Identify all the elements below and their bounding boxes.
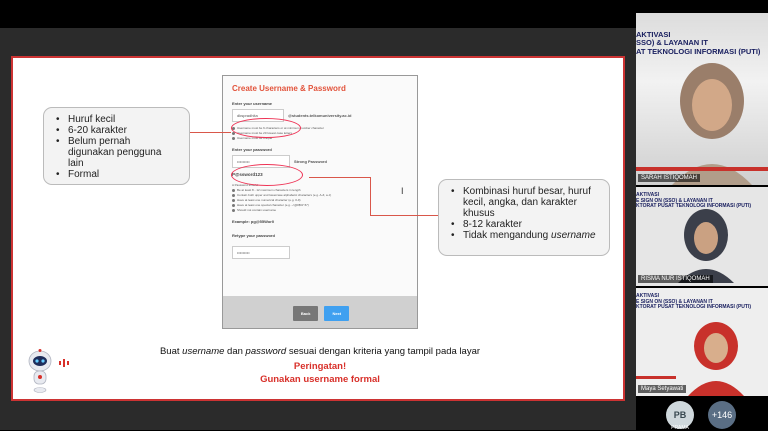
participant-video-person	[688, 316, 744, 396]
callout-item: • Huruf kecil	[54, 114, 179, 125]
warning-text: Gunakan username formal	[260, 374, 380, 385]
callout-item: • 8-12 karakter	[449, 219, 599, 230]
participant-name: RISMA NUR ISTIQOMAH	[638, 275, 713, 283]
callout-item: • 6-20 karakter	[54, 125, 179, 136]
form-title: Create Username & Password	[232, 84, 346, 93]
participant-name: Maya Setyawati	[638, 385, 686, 393]
robot-mascot-icon	[25, 349, 55, 393]
password-example: Example: pg@55Wor0	[232, 219, 275, 224]
username-rule: Username must be 6 characters or at minimum number character	[232, 126, 410, 131]
right-connector-line-bottom	[370, 215, 438, 216]
bullet-icon	[232, 199, 235, 202]
password-label: Enter your password	[232, 147, 272, 152]
participant-tile[interactable]	[636, 187, 768, 286]
back-button[interactable]: Back	[293, 306, 319, 321]
participant-video-person	[678, 201, 734, 283]
bullet-icon	[232, 189, 235, 192]
username-domain-suffix: @students.telkomuniversity.ac.id	[288, 113, 352, 118]
callout-item: • Formal	[54, 169, 179, 180]
callout-item: • Kombinasi huruf besar, huruf kecil, angka, dan karakter khusus	[449, 186, 599, 219]
username-label: Enter your username	[232, 101, 273, 106]
password-rules-title: A Password should:	[232, 183, 259, 187]
form-screenshot	[222, 75, 418, 329]
password-rule: Should not contain username	[232, 208, 410, 213]
username-input[interactable]: dkspradhita	[232, 109, 284, 122]
password-criteria-callout	[438, 179, 610, 256]
password-hint: P@ssword123	[232, 172, 263, 177]
warning-title: Peringatan!	[293, 361, 347, 372]
slide-instruction: Buat username dan password sesuai dengan kriteria yang tampil pada layar	[159, 346, 481, 357]
text-cursor-icon: I	[401, 186, 404, 196]
password-rule: Have at least one numerical character (e.g. 0-9)	[232, 198, 410, 203]
username-highlight-oval	[231, 118, 301, 138]
sound-wave-icon	[59, 358, 71, 368]
username-rule: Username must be unique	[232, 136, 410, 141]
participant-video-person	[672, 53, 752, 185]
bullet-icon	[232, 137, 235, 140]
username-rule: Username must be 20 lowest case letters	[232, 131, 410, 136]
participant-tile[interactable]	[636, 13, 768, 185]
tile-accent-bar	[636, 376, 676, 379]
right-connector-line-top	[309, 177, 371, 178]
participant-overflow-bar	[636, 398, 768, 430]
password-rule: Be at least 8 - 12 maximum characters in length	[232, 188, 410, 193]
more-participants-button[interactable]: +146	[708, 401, 736, 429]
password-input[interactable]: •••••••••	[232, 155, 290, 168]
participant-tile[interactable]	[636, 288, 768, 396]
bullet-icon	[232, 194, 235, 197]
right-connector-line-vertical	[370, 177, 371, 215]
password-strength: Strong Password	[294, 159, 327, 164]
username-criteria-callout	[43, 107, 190, 185]
banner-text: AKTIVASI E SIGN ON (SSO) & LAYANAN IT KTORAT PUSAT TEKNOLOGI INFORMASI (PUTI)	[636, 192, 751, 209]
callout-item: • Tidak mengandung username	[449, 230, 599, 241]
callout-item: • Belum pernah digunakan pengguna lain	[54, 136, 179, 169]
bullet-icon	[232, 209, 235, 212]
participant-avatar-label: PRAMA	[671, 425, 689, 431]
banner-text: AKTIVASI E SIGN ON (SSO) & LAYANAN IT KTORAT PUSAT TEKNOLOGI INFORMASI (PUTI)	[636, 293, 751, 310]
bullet-icon	[232, 204, 235, 207]
form-footer	[223, 296, 418, 329]
presentation-slide	[11, 56, 625, 401]
left-connector-line	[189, 132, 231, 133]
tile-accent-bar	[636, 167, 768, 171]
retype-label: Retype your password	[232, 233, 275, 238]
password-rule: Have at least one special character (e.g. ~!@#$%^&*)	[232, 203, 410, 208]
next-button[interactable]: Next	[324, 306, 349, 321]
password-rule: Contain both upper and lowercase alphabetic characters (e.g. A-Z, a-z)	[232, 193, 410, 198]
password-highlight-oval	[231, 164, 303, 186]
banner-text: AKTIVASI SSO) & LAYANAN IT AT TEKNOLOGI INFORMASI (PUTI)	[636, 30, 761, 56]
participant-name: SARAH ISTIQOMAH	[638, 174, 700, 182]
participant-avatar[interactable]: PB	[666, 401, 694, 429]
retype-password-input[interactable]: •••••••••	[232, 246, 290, 259]
